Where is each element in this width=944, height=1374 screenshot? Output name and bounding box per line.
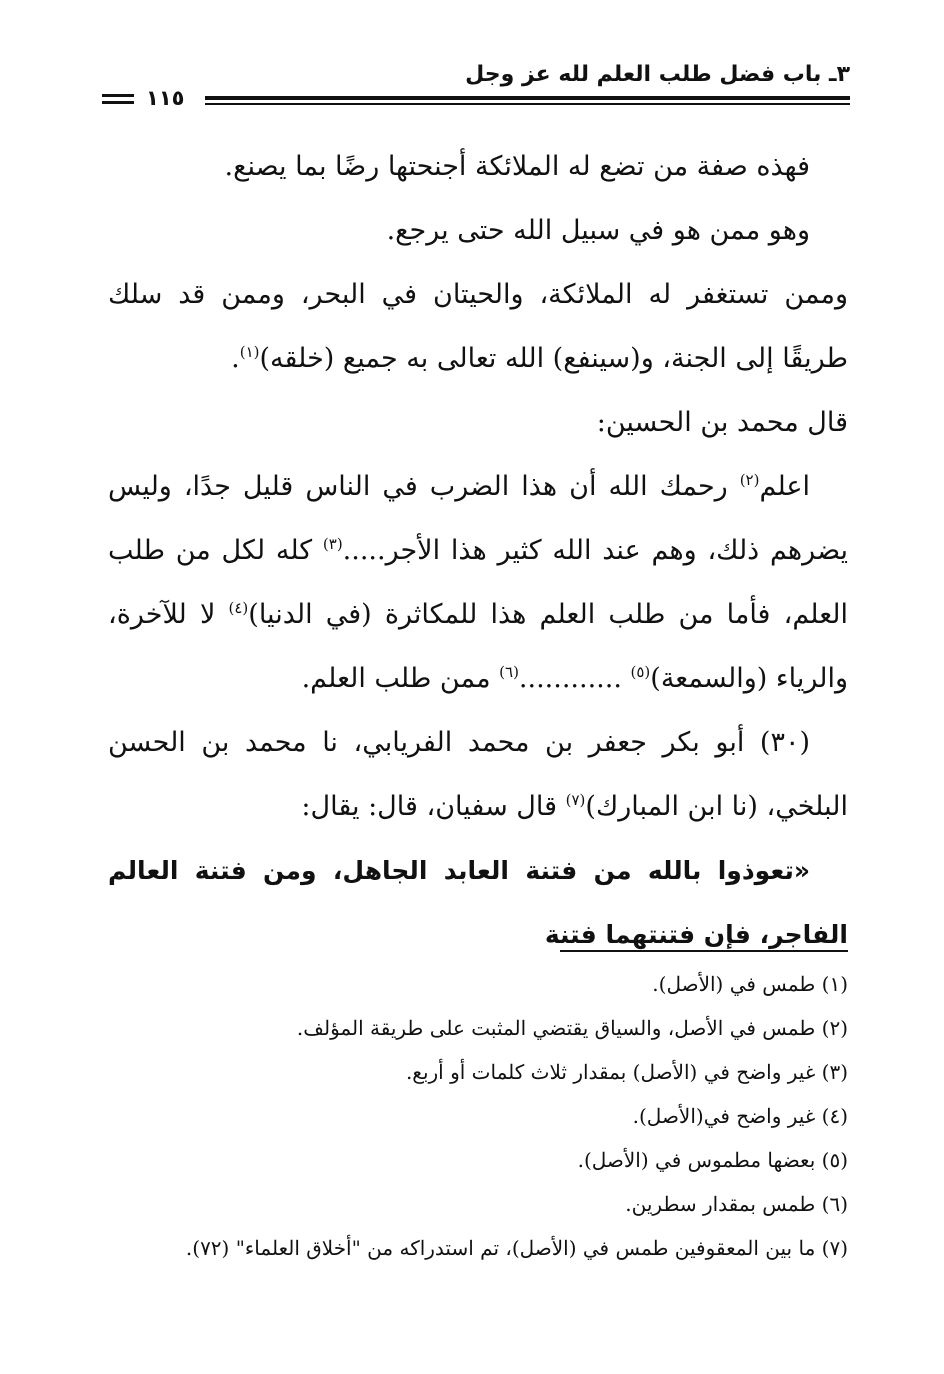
paragraph-5-text-e: ............ xyxy=(518,663,631,694)
page-number: ١١٥ xyxy=(146,86,185,110)
paragraph-3-text: وممن تستغفر له الملائكة، والحيتان في البحر، وممن قد سلك طريقًا إلى الجنة، و(سينفع) الله تعالى به جميع (خلقه) xyxy=(108,279,848,374)
paragraph-6 xyxy=(108,711,848,839)
chapter-title: ٣ـ باب فضل طلب العلم لله عز وجل xyxy=(465,62,850,87)
footnote-1: (١) طمس في (الأصل). xyxy=(652,972,848,996)
running-header xyxy=(100,58,850,108)
paragraph-5-text-c: كله لكل من طلب العلم، فأما من طلب العلم هذا للمكاثرة (في الدنيا) xyxy=(108,535,848,630)
footnote-ref-5: (٥) xyxy=(630,663,651,681)
footnote-ref-7: (٧) xyxy=(565,791,586,809)
footnote-ref-4: (٤) xyxy=(228,599,249,617)
main-text xyxy=(108,135,848,967)
paragraph-1: فهذه صفة من تضع له الملائكة أجنحتها رضًا بما يصنع. xyxy=(224,151,810,182)
footnote-separator xyxy=(560,950,848,952)
header-rule xyxy=(205,96,850,100)
footnote-2: (٢) طمس في الأصل، والسياق يقتضي المثبت على طريقة المؤلف. xyxy=(296,1016,848,1040)
footnote-ref-1: (١) xyxy=(239,343,260,361)
footnotes xyxy=(108,962,848,1270)
paragraph-5 xyxy=(108,455,848,711)
footnote-ref-6: (٦) xyxy=(499,663,519,681)
footnote-4: (٤) غير واضح في(الأصل). xyxy=(632,1104,848,1128)
footnote-7: (٧) ما بين المعقوفين طمس في (الأصل)، تم استدراكه من "أخلاق العلماء" (٧٢). xyxy=(185,1236,848,1260)
paragraph-3 xyxy=(108,263,848,391)
footnote-ref-3: (٣) xyxy=(322,535,343,553)
footnote-3: (٣) غير واضح في (الأصل) بمقدار ثلاث كلمات أو أربع. xyxy=(405,1060,848,1084)
header-dash xyxy=(102,94,134,97)
paragraph-5-text-b: رحمك الله أن هذا الضرب في الناس قليل جدًا، وليس يضرهم ذلك، وهم عند الله كثير هذا الأجر..... xyxy=(108,471,848,566)
paragraph-4: قال محمد بن الحسين: xyxy=(596,407,848,438)
footnote-ref-2: (٢) xyxy=(739,471,760,489)
paragraph-6-text-a: (٣٠) أبو بكر جعفر بن محمد الفريابي، نا محمد بن الحسن البلخي، (نا ابن المبارك) xyxy=(108,727,848,822)
hadith-quote: «تعوذوا بالله من فتنة العابد الجاهل، ومن فتنة العالم الفاجر، فإن فتنتهما فتنة xyxy=(108,856,848,949)
paragraph-5-text-f: ممن طلب العلم. xyxy=(301,663,500,694)
header-dash-lower xyxy=(102,101,134,104)
footnote-6: (٦) طمس بمقدار سطرين. xyxy=(625,1192,848,1216)
header-rule-thin xyxy=(205,103,850,105)
paragraph-2: وهو ممن هو في سبيل الله حتى يرجع. xyxy=(386,215,810,246)
paragraph-3-end: . xyxy=(231,343,240,374)
paragraph-6-text-b: قال سفيان، قال: يقال: xyxy=(301,791,566,822)
footnote-5: (٥) بعضها مطموس في (الأصل). xyxy=(577,1148,848,1172)
paragraph-5-text-d: لا للآخرة، والرياء (والسمعة) xyxy=(108,599,848,694)
paragraph-5-text-a: اعلم xyxy=(759,471,810,502)
